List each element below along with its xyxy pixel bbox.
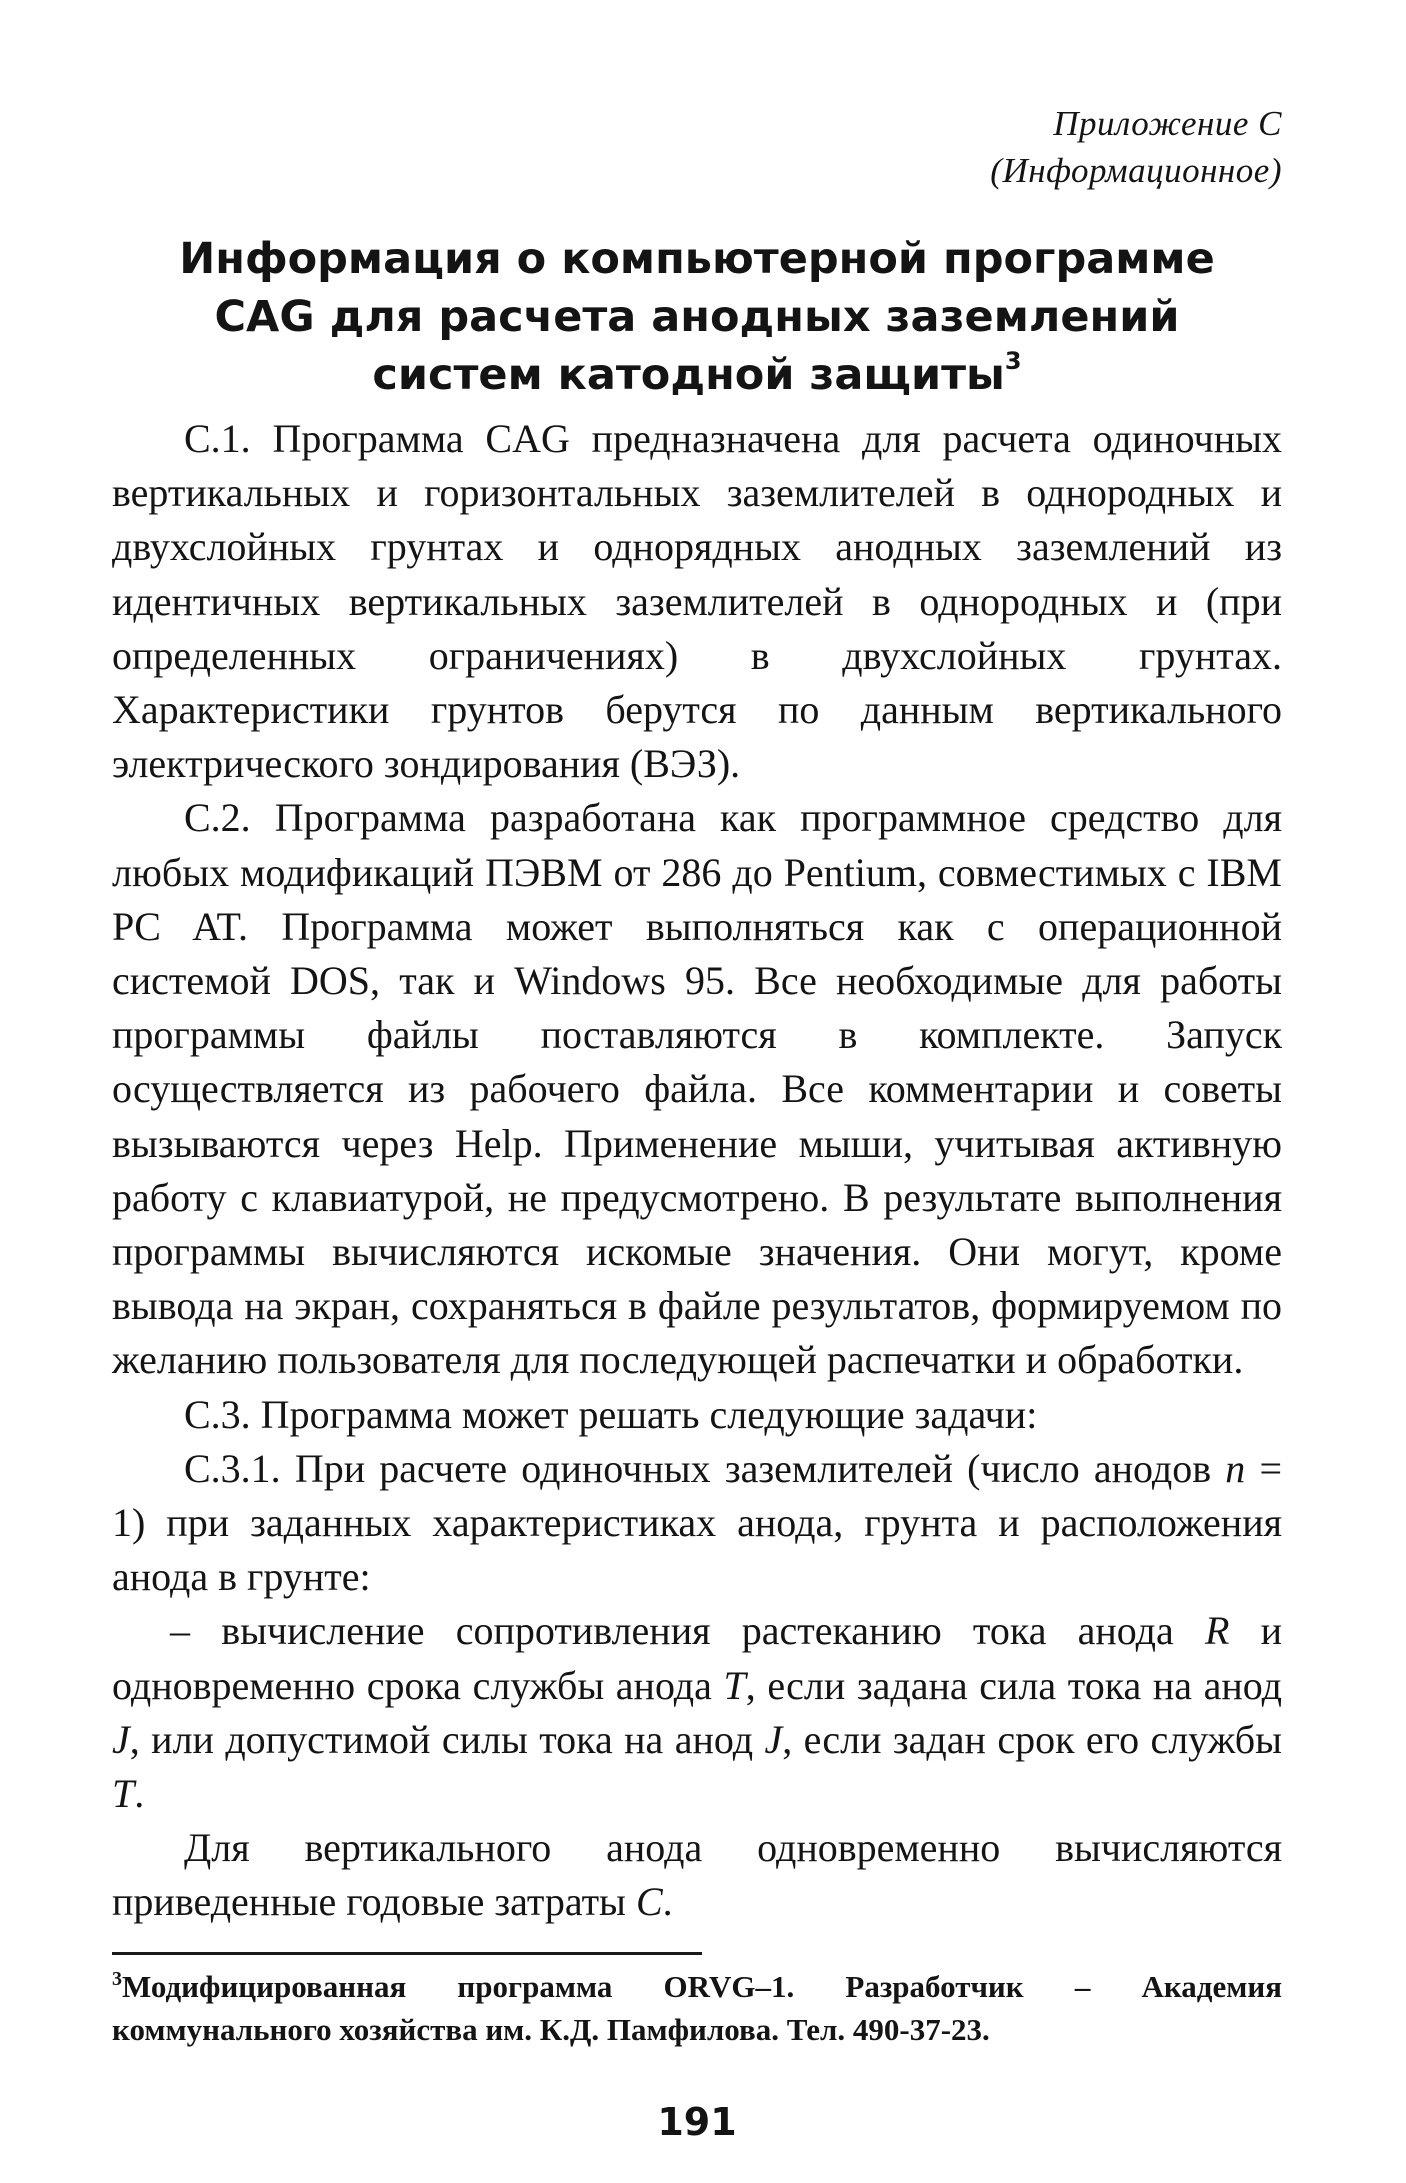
paragraph-text: , если задан срок его службы bbox=[782, 1716, 1282, 1762]
paragraph-text: Для вертикального анода одновременно вычисляются приведенные годовые затраты bbox=[112, 1825, 1282, 1925]
paragraph-c2: С.2. Программа разработана как программное средство для любых модификаций ПЭВМ от 286 до Pentium, совместимых с IBM PC AT. Программа может выполняться как с операционной системой DOS, так и Windows 95. Все необходимые для работы программы файлы поставляются в комплекте. Запуск осуществляется из рабочего файла. Все комментарии и советы вызываются через Help. Применение мыши, учитывая активную работу с клавиатурой, не предусмотрено. В результате выполнения программы вычисляются искомые значения. Они могут, кроме вывода на экран, сохраняться в файле результатов, формируемом по желанию пользователя для последующей распечатки и обработки. bbox=[112, 795, 1282, 1383]
paragraph-text: . bbox=[134, 1771, 145, 1817]
page-title-text: Информация о компьютерной программе CAG для расчета анодных заземлений систем катодной защиты bbox=[179, 234, 1215, 400]
math-variable: n bbox=[1225, 1445, 1246, 1491]
paragraph-text: – вычисление сопротивления растеканию тока анода bbox=[170, 1608, 1205, 1654]
paragraph-text: и одновременно срока службы анода bbox=[112, 1608, 1283, 1708]
math-variable: C bbox=[635, 1879, 663, 1925]
page-title bbox=[112, 230, 1282, 404]
paragraph-c3-1 bbox=[112, 1442, 1282, 1605]
book-page bbox=[112, 100, 1282, 2160]
footnote bbox=[112, 1965, 1282, 2051]
paragraph-text: , или допустимой силы тока на анод bbox=[129, 1716, 765, 1762]
math-variable: J bbox=[764, 1716, 783, 1762]
math-variable: T bbox=[112, 1771, 135, 1817]
paragraph-text: С.3.1. При расчете одиночных заземлителей (число анодов bbox=[184, 1445, 1226, 1491]
title-footnote-ref: 3 bbox=[1004, 347, 1022, 375]
paragraph-vertical-anode bbox=[112, 1821, 1282, 1929]
math-variable: T bbox=[723, 1662, 746, 1708]
paragraph-c3: С.3. Программа может решать следующие задачи: bbox=[184, 1391, 1038, 1437]
paragraph-text: , если задана сила тока на анод bbox=[745, 1662, 1282, 1708]
math-variable: R bbox=[1204, 1608, 1230, 1654]
footnote-text: Модифицированная программа ORVG–1. Разработчик – Академия коммунального хозяйства им. К.Д. Памфилова. Тел. 490-37-23. bbox=[112, 1968, 1282, 2047]
appendix-type: (Информационное) bbox=[990, 151, 1282, 190]
appendix-header bbox=[112, 100, 1282, 194]
list-item-resistance bbox=[112, 1604, 1282, 1821]
footnote-divider bbox=[112, 1952, 702, 1955]
paragraph-text: . bbox=[662, 1879, 673, 1925]
paragraph-text: = 1) при заданных характеристиках анода, грунта и расположения анода в грунте: bbox=[112, 1445, 1283, 1600]
appendix-title: Приложение С bbox=[1053, 104, 1282, 143]
body-text bbox=[112, 412, 1282, 1930]
page-number: 191 bbox=[657, 2100, 737, 2144]
footnote-mark: 3 bbox=[112, 1967, 122, 1990]
paragraph-c1: С.1. Программа CAG предназначена для расчета одиночных вертикальных и горизонтальных заземлителей в однородных и двухслойных грунтах и однорядных анодных заземлений из идентичных вертикальных заземлителей в однородных и (при определенных ограничениях) в двухслойных грунтах. Характеристики грунтов берутся по данным вертикального электрического зондирования (ВЭЗ). bbox=[112, 416, 1282, 787]
math-variable: J bbox=[112, 1716, 130, 1762]
